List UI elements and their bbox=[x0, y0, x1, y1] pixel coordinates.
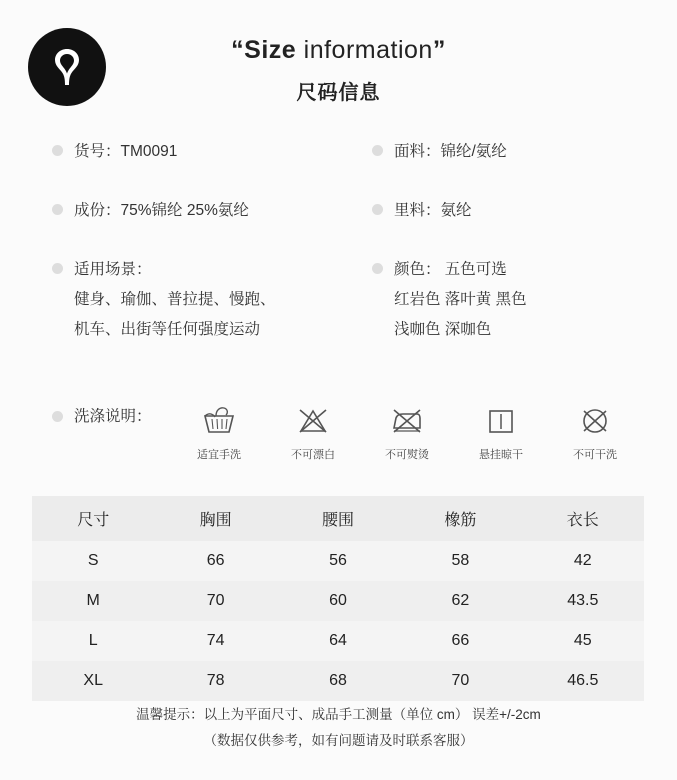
wash-care-label: 洗涤说明： bbox=[74, 408, 152, 425]
table-cell: 74 bbox=[154, 621, 276, 661]
title-english-light: information bbox=[296, 36, 433, 64]
bullet-dot-icon bbox=[52, 145, 63, 156]
table-cell: 66 bbox=[399, 621, 521, 661]
spec-label: 成份：75%锦纶 25%氨纶 bbox=[74, 202, 249, 220]
table-cell: 66 bbox=[154, 541, 276, 581]
table-row bbox=[32, 621, 644, 661]
spec-sub-line-1: 健身、瑜伽、普拉提、慢跑、 bbox=[74, 291, 276, 309]
bullet-dot-icon bbox=[52, 411, 63, 422]
table-cell: 70 bbox=[399, 661, 521, 701]
wash-care-item-line-dry bbox=[469, 402, 533, 462]
title-close-quote: ” bbox=[432, 36, 446, 64]
table-header-cell: 胸围 bbox=[154, 496, 276, 541]
spec-item-article-number bbox=[52, 140, 382, 164]
title-open-quote: “ bbox=[231, 36, 245, 64]
table-header-cell: 腰围 bbox=[277, 496, 399, 541]
footer-note-line-2: （数据仅供参考，如有问题请及时联系客服） bbox=[203, 732, 474, 748]
spec-sub-line-2: 机车、出街等任何强度运动 bbox=[74, 321, 261, 339]
wash-care-caption: 不可干洗 bbox=[573, 449, 617, 461]
spec-item-color bbox=[372, 258, 672, 342]
table-cell: 56 bbox=[277, 541, 399, 581]
spec-sub-line-1: 红岩色 落叶黄 黑色 bbox=[394, 291, 527, 309]
bullet-dot-icon bbox=[52, 263, 63, 274]
footer-note-line-1: 温馨提示：以上为平面尺寸、成品手工测量（单位 cm） 误差+/-2cm bbox=[136, 707, 541, 722]
wash-care-caption: 适宜手洗 bbox=[197, 449, 241, 461]
line-dry-icon bbox=[469, 402, 533, 438]
wash-care-caption: 不可漂白 bbox=[291, 449, 335, 461]
bullet-dot-icon bbox=[372, 204, 383, 215]
wash-care-icon-list bbox=[187, 402, 627, 462]
header bbox=[0, 0, 677, 118]
table-header-cell: 衣长 bbox=[522, 496, 644, 541]
no-dry-clean-icon bbox=[563, 402, 627, 438]
table-header-row bbox=[32, 496, 644, 541]
table-cell: S bbox=[32, 541, 154, 581]
table-cell: 62 bbox=[399, 581, 521, 621]
table-cell: L bbox=[32, 621, 154, 661]
spec-item-lining bbox=[372, 199, 672, 223]
no-iron-icon bbox=[375, 402, 439, 438]
title-english-bold: Size bbox=[244, 36, 297, 64]
table-cell: 45 bbox=[522, 621, 644, 661]
spec-column-right bbox=[372, 140, 672, 377]
page-title bbox=[0, 36, 677, 105]
table-cell: 58 bbox=[399, 541, 521, 581]
table-row bbox=[32, 541, 644, 581]
table-header-cell: 橡筋 bbox=[399, 496, 521, 541]
spec-label: 里料：氨纶 bbox=[394, 202, 472, 220]
wash-care-caption: 不可熨烫 bbox=[385, 449, 429, 461]
table-cell: 42 bbox=[522, 541, 644, 581]
wash-care-item-no-iron bbox=[375, 402, 439, 462]
spec-label: 适用场景： bbox=[74, 261, 152, 279]
hand-wash-icon bbox=[187, 402, 251, 438]
spec-sub-line-2: 浅咖色 深咖色 bbox=[394, 321, 492, 339]
spec-column-left bbox=[52, 140, 382, 377]
table-cell: 60 bbox=[277, 581, 399, 621]
table-cell: 68 bbox=[277, 661, 399, 701]
bullet-dot-icon bbox=[372, 263, 383, 274]
table-header-cell: 尺寸 bbox=[32, 496, 154, 541]
wash-care-item-no-bleach bbox=[281, 402, 345, 462]
table-cell: 46.5 bbox=[522, 661, 644, 701]
table-row bbox=[32, 581, 644, 621]
spec-item-composition bbox=[52, 199, 382, 223]
size-table bbox=[32, 496, 644, 701]
bullet-dot-icon bbox=[52, 204, 63, 215]
spec-label: 货号：TM0091 bbox=[74, 143, 178, 160]
table-cell: 70 bbox=[154, 581, 276, 621]
wash-care-item-hand-wash bbox=[187, 402, 251, 462]
no-bleach-icon bbox=[281, 402, 345, 438]
table-cell: 64 bbox=[277, 621, 399, 661]
spec-label: 颜色： 五色可选 bbox=[394, 261, 507, 279]
table-cell: 78 bbox=[154, 661, 276, 701]
spec-label: 面料：锦纶/氨纶 bbox=[394, 143, 507, 160]
table-row bbox=[32, 661, 644, 701]
spec-item-fabric bbox=[372, 140, 672, 164]
table-cell: 43.5 bbox=[522, 581, 644, 621]
footer-note bbox=[0, 702, 677, 753]
wash-care-caption: 悬挂晾干 bbox=[479, 449, 523, 461]
size-table-wrapper bbox=[32, 496, 644, 701]
title-english bbox=[0, 36, 677, 65]
spec-item-usage-scene bbox=[52, 258, 382, 342]
spec-section bbox=[0, 118, 677, 339]
title-chinese: 尺码信息 bbox=[296, 82, 381, 104]
bullet-dot-icon bbox=[372, 145, 383, 156]
table-cell: XL bbox=[32, 661, 154, 701]
wash-care-item-no-dry-clean bbox=[563, 402, 627, 462]
table-cell: M bbox=[32, 581, 154, 621]
